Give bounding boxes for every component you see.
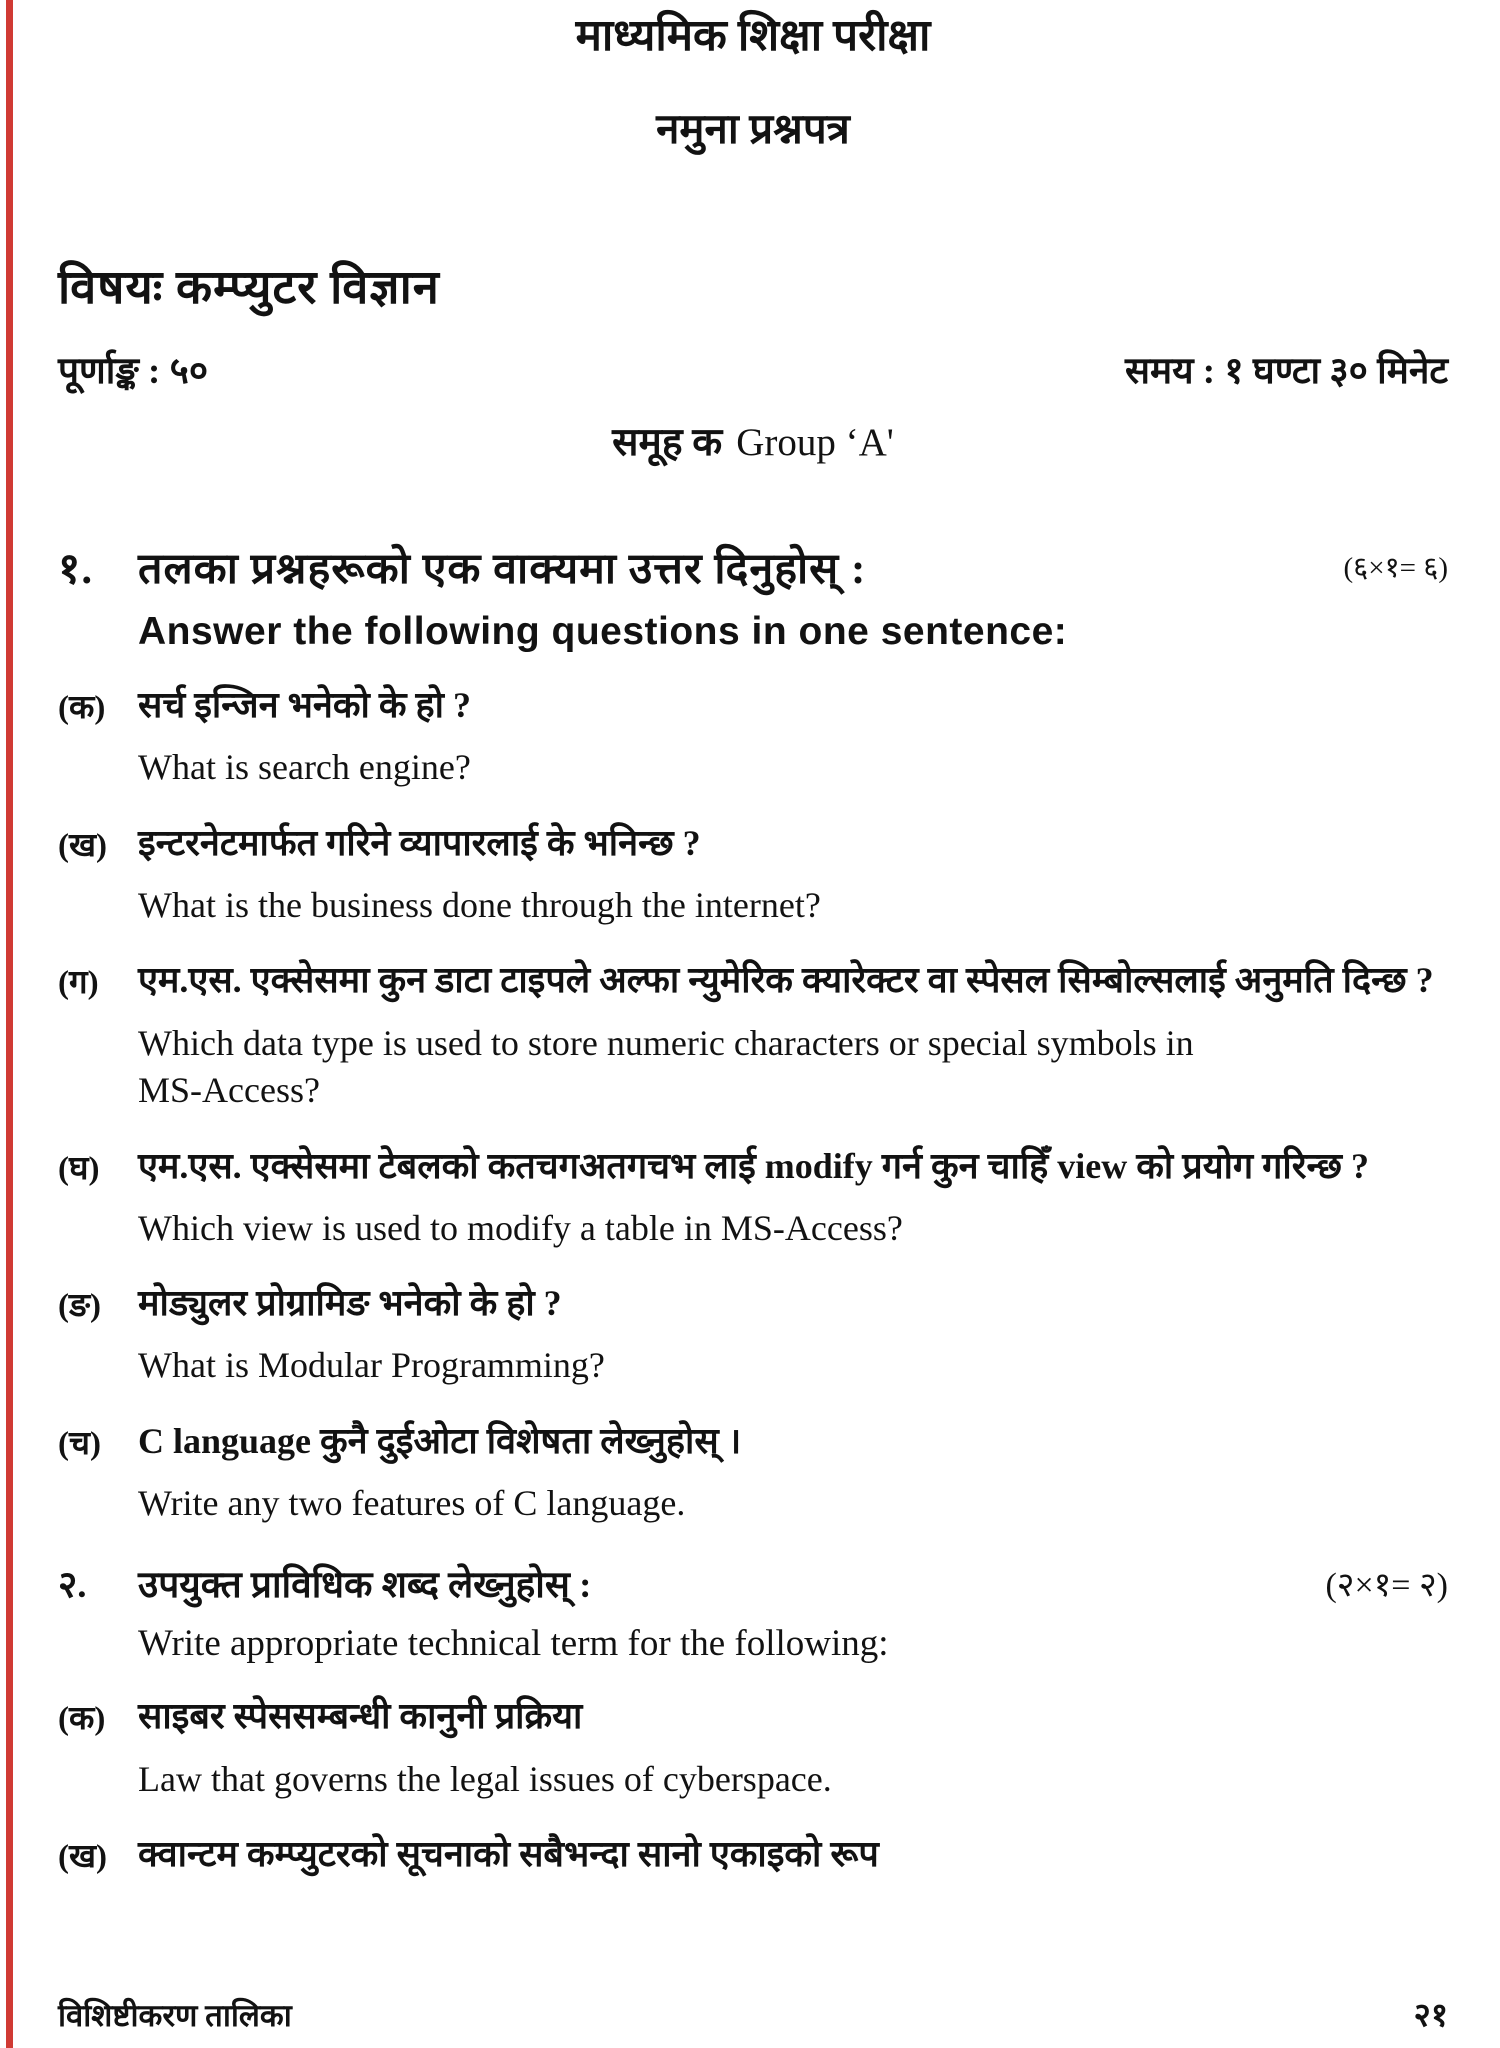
group-heading-english: Group ‘A' — [736, 421, 894, 465]
exam-title: माध्यमिक शिक्षा परीक्षा — [575, 11, 931, 60]
question-1b-body — [138, 818, 1448, 930]
question-1d-nepali: एम.एस. एक्सेसमा टेबलको कतचगअतगचभ लाई modify गर्न कुन चाहिँ view को प्रयोग गरिन्छ ? — [138, 1145, 1370, 1186]
footer-left-text: विशिष्टीकरण तालिका — [58, 1998, 292, 2033]
full-marks: पूर्णाङ्क : ५० — [58, 351, 209, 393]
question-1f-english: Write any two features of C language. — [138, 1482, 686, 1523]
question-1f — [58, 1416, 1448, 1528]
question-1a — [58, 680, 1448, 792]
question-1e-label: (ङ) — [58, 1288, 101, 1325]
question-1d — [58, 1141, 1448, 1253]
question-2a-label: (क) — [58, 1701, 106, 1738]
question-1-marks: (६×१= ६) — [1343, 552, 1448, 585]
question-2b — [58, 1829, 1448, 1880]
question-2-marks: (२×१= २) — [1325, 1566, 1448, 1604]
question-1a-nepali: सर्च इन्जिन भनेको के हो ? — [138, 685, 471, 726]
question-1-heading — [58, 537, 1448, 596]
question-1e — [58, 1278, 1448, 1390]
question-2-number: २. — [58, 1565, 87, 1607]
page-footer — [58, 1991, 1448, 2036]
page-number: २१ — [1413, 1998, 1448, 2034]
question-2b-body — [138, 1829, 1448, 1880]
question-1a-english: What is search engine? — [138, 747, 471, 788]
question-1b-nepali: इन्टरनेटमार्फत गरिने व्यापारलाई के भनिन्छ ? — [138, 822, 701, 863]
question-2-text-nepali: उपयुक्त प्राविधिक शब्द लेख्नुहोस् : — [138, 1565, 592, 1607]
question-1d-body — [138, 1141, 1448, 1253]
question-2a-body — [138, 1691, 1448, 1803]
question-1d-english: Which view is used to modify a table in MS-Access? — [138, 1207, 903, 1248]
question-1f-label: (च) — [58, 1425, 101, 1462]
exam-subtitle: नमुना प्रश्नपत्र — [656, 106, 850, 153]
question-2-heading — [58, 1557, 1448, 1608]
question-1c — [58, 955, 1448, 1114]
question-1 — [58, 537, 1448, 1527]
question-2 — [58, 1557, 1448, 1880]
question-1d-label: (घ) — [58, 1150, 100, 1187]
question-1-number: १. — [58, 546, 94, 594]
question-1f-nepali: C language कुनै दुईओटा विशेषता लेख्नुहोस् । — [138, 1420, 742, 1461]
question-2-text-english: Write appropriate technical term for the following: — [138, 1623, 889, 1665]
subject-line: विषयः कम्प्युटर विज्ञान — [58, 262, 440, 315]
question-2a — [58, 1691, 1448, 1803]
question-2b-nepali: क्वान्टम कम्प्युटरको सूचनाको सबैभन्दा सानो एकाइको रूप — [138, 1834, 879, 1875]
question-1c-nepali: एम.एस. एक्सेसमा कुन डाटा टाइपले अल्फा न्युमेरिक क्यारेक्टर वा स्पेसल सिम्बोल्सलाई अनुमति दिन्छ ? — [138, 960, 1434, 1001]
question-1a-label: (क) — [58, 690, 106, 727]
question-1b-label: (ख) — [58, 827, 107, 864]
question-2b-label: (ख) — [58, 1839, 107, 1876]
question-1e-english: What is Modular Programming? — [138, 1345, 605, 1386]
question-1c-english: Which data type is used to store numeric characters or special symbols in MS-Access? — [138, 1022, 1194, 1111]
marks-time-row — [58, 343, 1448, 394]
question-2a-english: Law that governs the legal issues of cyberspace. — [138, 1758, 832, 1799]
question-2a-nepali: साइबर स्पेससम्बन्धी कानुनी प्रक्रिया — [138, 1696, 583, 1737]
question-1-text-english: Answer the following questions in one sentence: — [138, 610, 1068, 654]
time-allowed: समय : १ घण्टा ३० मिनेट — [1124, 351, 1448, 393]
question-1e-body — [138, 1278, 1448, 1390]
question-1-text-nepali: तलका प्रश्नहरूको एक वाक्यमा उत्तर दिनुहोस् : — [138, 546, 867, 594]
question-1f-body — [138, 1416, 1448, 1528]
question-1c-body — [138, 955, 1448, 1114]
question-1b-english: What is the business done through the internet? — [138, 884, 821, 925]
question-1c-label: (ग) — [58, 965, 99, 1002]
group-heading-nepali: समूह क — [612, 421, 723, 465]
question-1a-body — [138, 680, 1448, 792]
question-1b — [58, 818, 1448, 930]
question-1e-nepali: मोड्युलर प्रोग्रामिङ भनेको के हो ? — [138, 1283, 562, 1324]
group-heading — [58, 414, 1448, 467]
